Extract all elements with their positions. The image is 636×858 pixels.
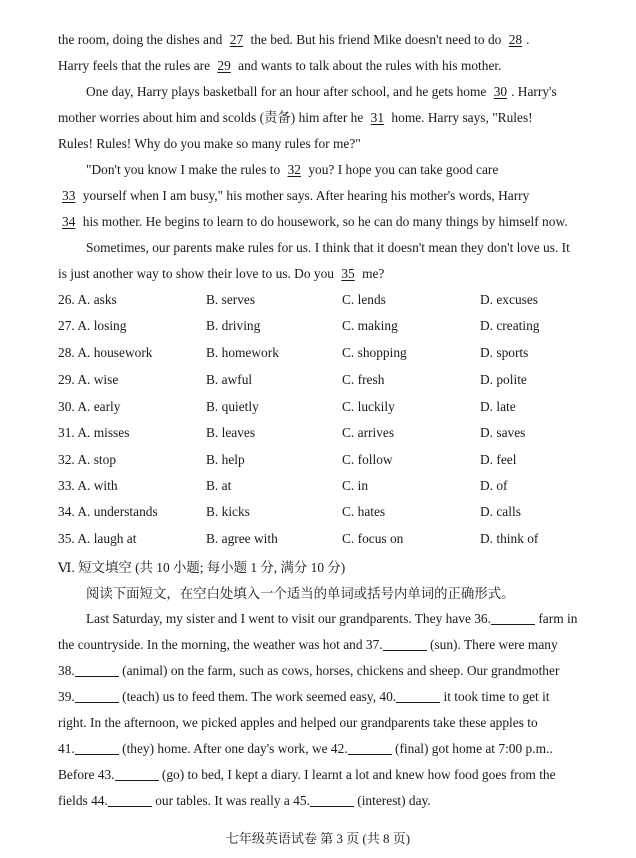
section-instruction: 阅读下面短文，在空白处填入一个适当的单词或括号内单词的正确形式。 <box>86 586 515 601</box>
text: the room, doing the dishes and <box>58 32 223 47</box>
option-row <box>58 531 598 549</box>
option-a: 32. A. stop <box>58 452 117 467</box>
option-a: 30. A. early <box>58 399 121 414</box>
text: Before 43. <box>58 767 115 782</box>
text: Sometimes, our parents make rules for us. I think that it doesn't mean they don't love us. It <box>86 240 570 255</box>
option-d: D. feel <box>480 452 517 467</box>
text: yourself when I am busy," his mother says. After hearing his mother's words, Harry <box>82 188 530 203</box>
blank-42 <box>348 741 392 755</box>
blank-41 <box>75 741 119 755</box>
blank-37 <box>383 637 427 651</box>
option-b: B. leaves <box>206 425 256 440</box>
text: (interest) day. <box>357 793 431 808</box>
blank-29: 29 <box>217 58 231 73</box>
blank-43 <box>115 767 159 781</box>
text: (sun). There were many <box>430 637 558 652</box>
option-row <box>58 399 598 417</box>
blank-40 <box>396 689 440 703</box>
passage2-line-2 <box>58 636 584 654</box>
option-d: D. excuses <box>480 292 539 307</box>
text: 41. <box>58 741 75 756</box>
option-a: 35. A. laugh at <box>58 531 137 546</box>
option-c: C. luckily <box>342 399 395 414</box>
passage2-line-5 <box>58 714 584 732</box>
option-d: D. saves <box>480 425 526 440</box>
option-d: D. think of <box>480 531 539 546</box>
text: and wants to talk about the rules with his mother. <box>238 58 502 73</box>
text: Last Saturday, my sister and I went to visit our grandparents. They have 36. <box>86 611 491 626</box>
option-d: D. sports <box>480 345 529 360</box>
option-row <box>58 452 598 470</box>
text: mother worries about him and scolds (责备) him after he <box>58 110 364 125</box>
text: home. Harry says, "Rules! <box>391 110 533 125</box>
option-b: B. agree with <box>206 531 278 546</box>
option-row <box>58 372 598 390</box>
blank-32: 32 <box>287 162 301 177</box>
passage-line-1 <box>58 31 584 49</box>
option-c: C. arrives <box>342 425 395 440</box>
option-b: B. at <box>206 478 232 493</box>
passage2-line-3 <box>58 662 584 680</box>
passage-line-7 <box>58 187 584 205</box>
text: it took time to get it <box>443 689 550 704</box>
text: you? I hope you can take good care <box>308 162 499 177</box>
blank-35: 35 <box>341 266 355 281</box>
text: 39. <box>58 689 75 704</box>
text: right. In the afternoon, we picked apples and helped our grandparents take these apples to <box>58 715 538 730</box>
option-c: C. lends <box>342 292 386 307</box>
option-row <box>58 318 598 336</box>
option-b: B. help <box>206 452 245 467</box>
text: the countryside. In the morning, the weather was hot and 37. <box>58 637 383 652</box>
option-row <box>58 425 598 443</box>
option-c: C. focus on <box>342 531 404 546</box>
option-c: C. follow <box>342 452 393 467</box>
option-a: 27. A. losing <box>58 318 127 333</box>
option-b: B. kicks <box>206 504 250 519</box>
option-d: D. late <box>480 399 516 414</box>
text: . Harry's <box>511 84 557 99</box>
text: is just another way to show their love to us. Do you <box>58 266 334 281</box>
passage-line-9 <box>86 239 584 257</box>
option-d: D. calls <box>480 504 521 519</box>
option-c: C. fresh <box>342 372 385 387</box>
section-title: Ⅵ. 短文填空 (共 10 小题; 每小题 1 分, 满分 10 分) <box>58 560 346 575</box>
text: (they) home. After one day's work, we 42. <box>122 741 348 756</box>
blank-38 <box>75 663 119 677</box>
text: 38. <box>58 663 75 678</box>
passage2-line-6 <box>58 740 584 758</box>
blank-30: 30 <box>493 84 508 99</box>
option-c: C. shopping <box>342 345 407 360</box>
text: farm in <box>538 611 578 626</box>
blank-31: 31 <box>370 110 385 125</box>
blank-27: 27 <box>229 32 244 47</box>
text: our tables. It was really a 45. <box>155 793 310 808</box>
text: fields 44. <box>58 793 108 808</box>
text: (final) got home at 7:00 p.m.. <box>395 741 553 756</box>
option-a: 33. A. with <box>58 478 118 493</box>
option-b: B. homework <box>206 345 279 360</box>
blank-39 <box>75 689 119 703</box>
option-a: 31. A. misses <box>58 425 130 440</box>
text: his mother. He begins to learn to do housework, so he can do many things by himself now. <box>82 214 568 229</box>
text: "Don't you know I make the rules to <box>86 162 281 177</box>
passage2-line-7 <box>58 766 584 784</box>
text: (animal) on the farm, such as cows, horses, chickens and sheep. Our grandmother <box>122 663 560 678</box>
blank-33: 33 <box>62 188 76 203</box>
text: . <box>526 32 530 47</box>
option-a: 26. A. asks <box>58 292 117 307</box>
blank-36 <box>491 611 535 625</box>
text: Rules! Rules! Why do you make so many rules for me?" <box>58 136 361 151</box>
passage2-line-1 <box>86 610 584 628</box>
option-row <box>58 292 598 310</box>
option-c: C. in <box>342 478 369 493</box>
option-a: 34. A. understands <box>58 504 158 519</box>
passage-line-6 <box>86 161 584 179</box>
option-a: 29. A. wise <box>58 372 119 387</box>
option-d: D. polite <box>480 372 527 387</box>
page-footer: 七年级英语试卷 第 3 页 (共 8 页) <box>225 831 411 846</box>
passage-line-5 <box>58 135 584 153</box>
passage2-line-8 <box>58 792 584 810</box>
option-b: B. driving <box>206 318 261 333</box>
option-b: B. quietly <box>206 399 259 414</box>
text: the bed. But his friend Mike doesn't need to do <box>250 32 502 47</box>
option-b: B. serves <box>206 292 256 307</box>
option-row <box>58 504 598 522</box>
blank-44 <box>108 793 152 807</box>
passage-line-8 <box>58 213 584 231</box>
text: One day, Harry plays basketball for an hour after school, and he gets home <box>86 84 487 99</box>
text: (teach) us to feed them. The work seemed easy, 40. <box>122 689 397 704</box>
option-row <box>58 345 598 363</box>
option-a: 28. A. housework <box>58 345 153 360</box>
option-b: B. awful <box>206 372 253 387</box>
option-row <box>58 478 598 496</box>
blank-45 <box>310 793 354 807</box>
text: me? <box>362 266 385 281</box>
text: (go) to bed, I kept a diary. I learnt a lot and knew how food goes from the <box>161 767 556 782</box>
passage-line-2 <box>58 57 584 75</box>
passage-line-4 <box>58 109 584 127</box>
option-c: C. hates <box>342 504 386 519</box>
passage-line-10 <box>58 265 584 283</box>
blank-34: 34 <box>62 214 76 229</box>
passage2-line-4 <box>58 688 584 706</box>
passage-line-3 <box>86 83 584 101</box>
blank-28: 28 <box>508 32 523 47</box>
option-d: D. of <box>480 478 508 493</box>
option-c: C. making <box>342 318 398 333</box>
option-d: D. creating <box>480 318 540 333</box>
text: Harry feels that the rules are <box>58 58 211 73</box>
